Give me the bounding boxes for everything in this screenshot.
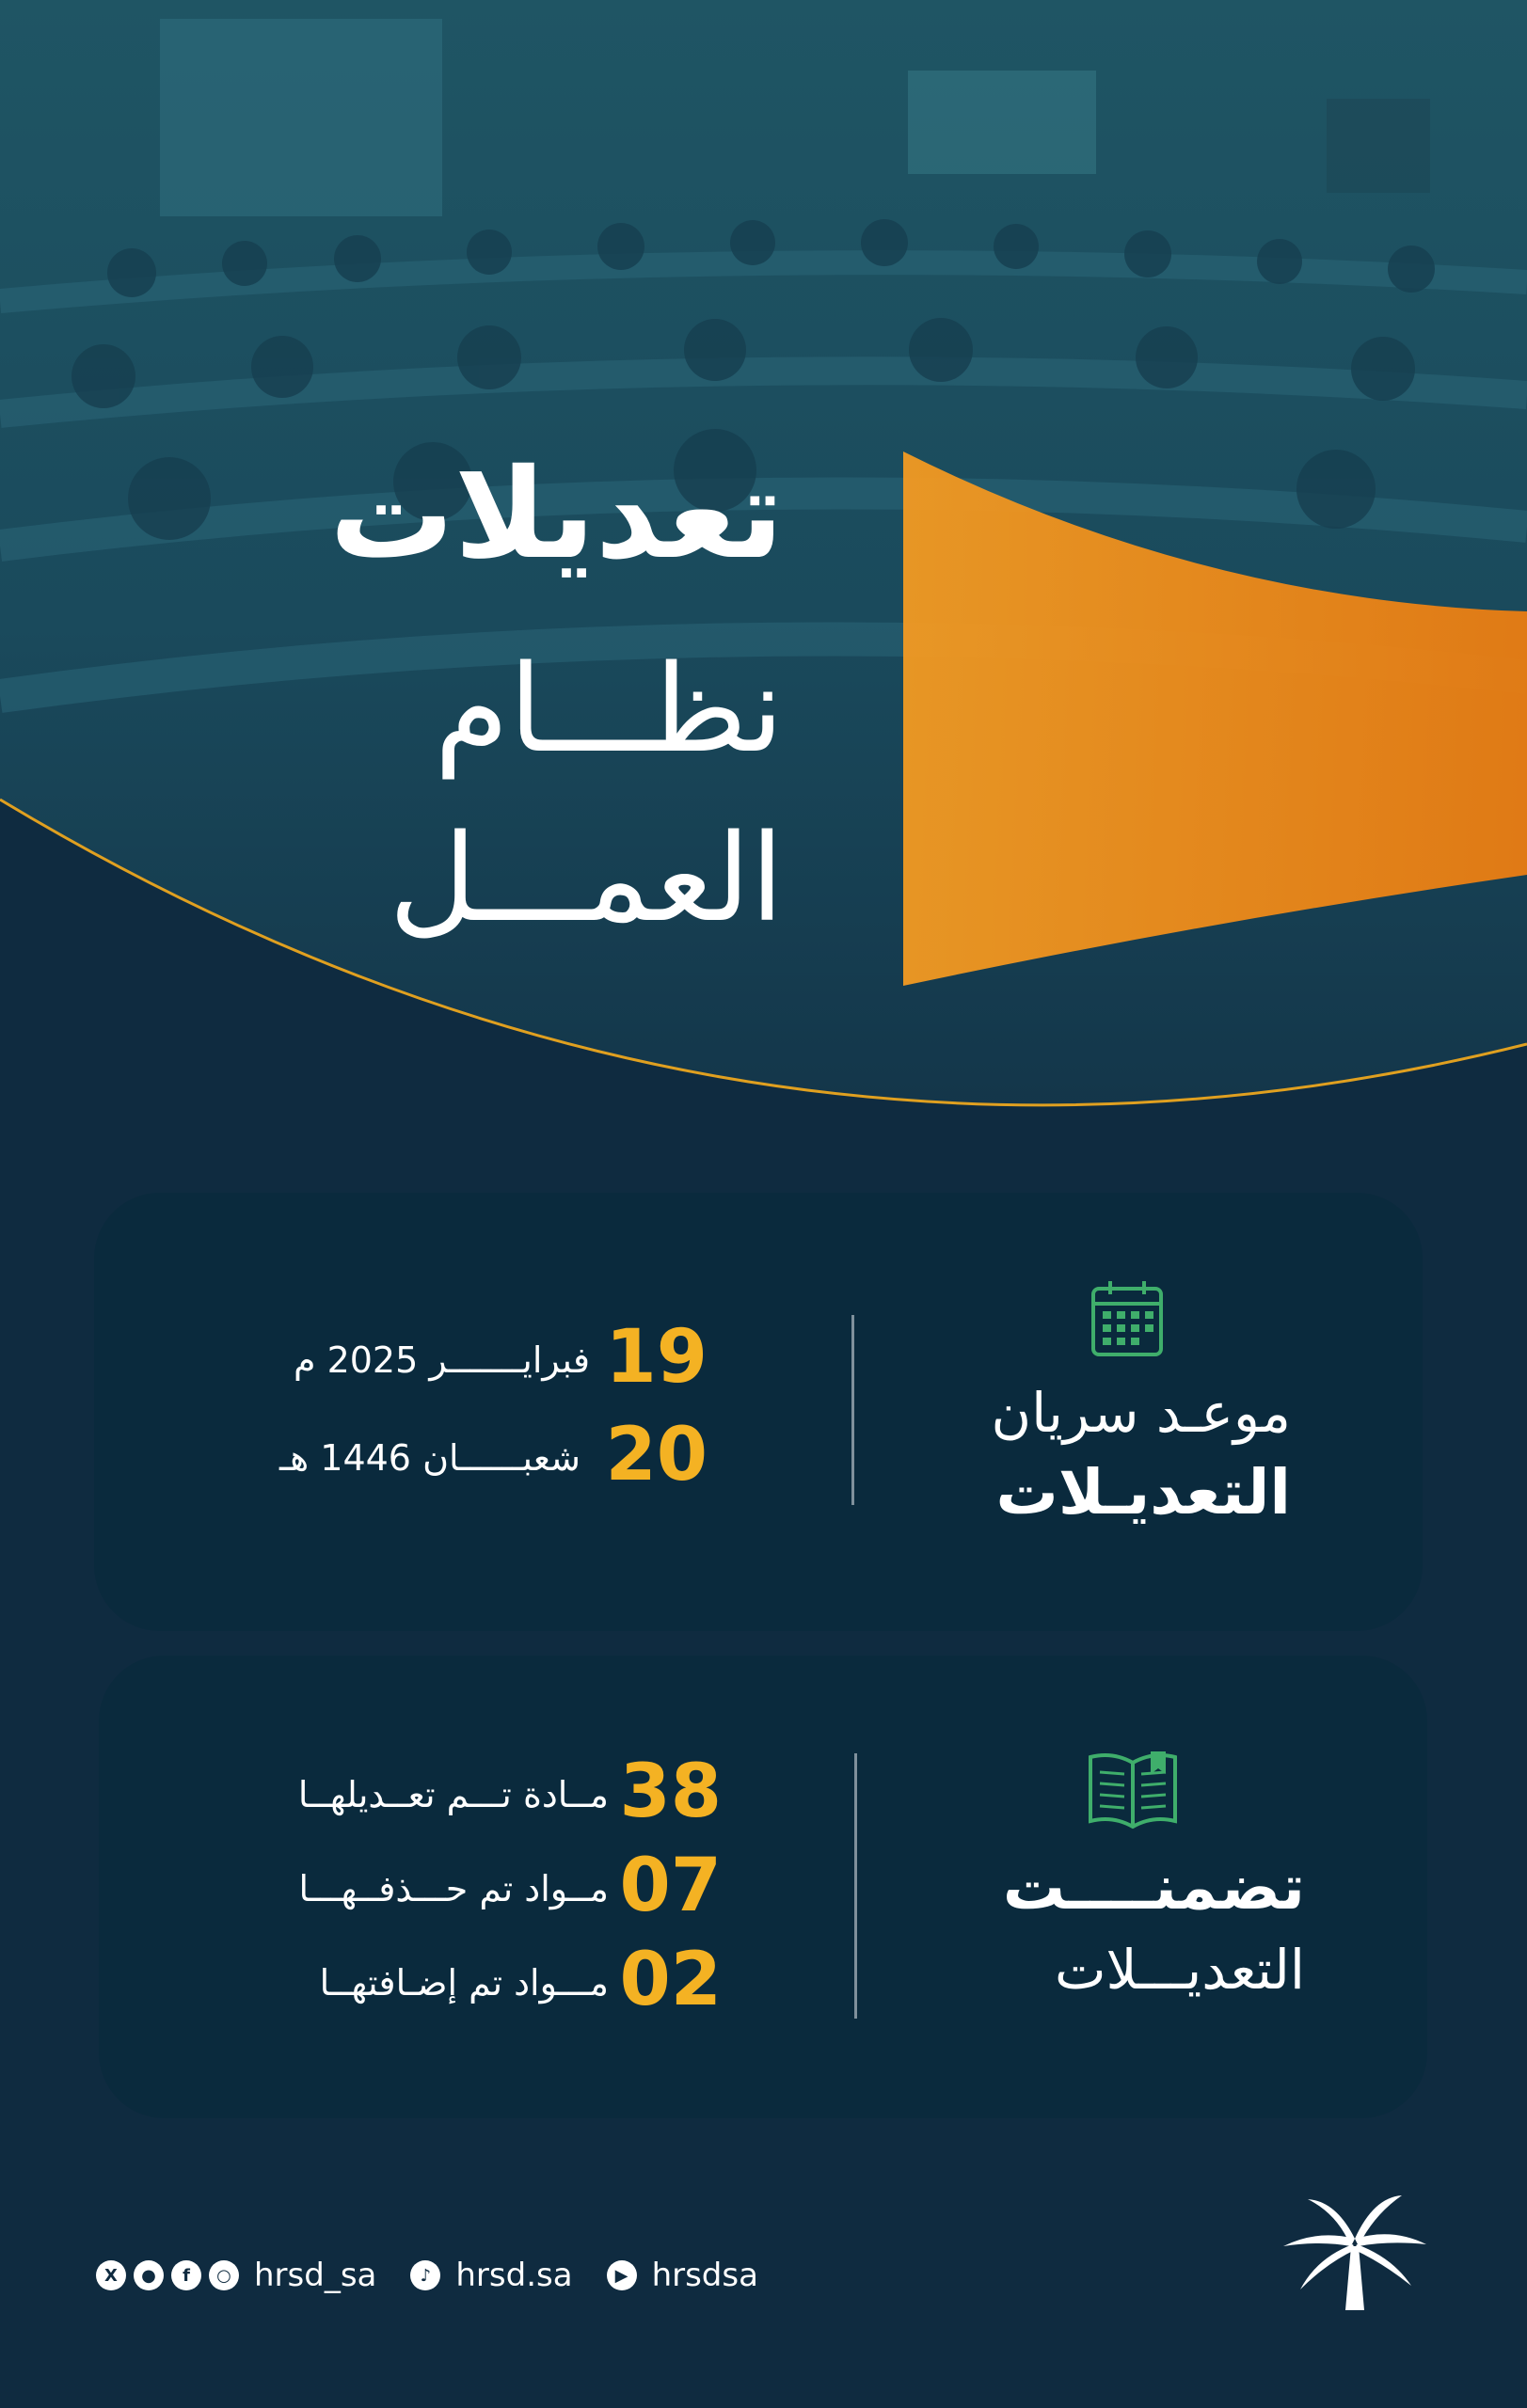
screen-center [908, 71, 1096, 174]
tiktok-icon[interactable]: ♪ [410, 2260, 440, 2290]
open-book-icon [1085, 1748, 1181, 1832]
x-icon[interactable]: X [96, 2260, 126, 2290]
gregorian-date-text: فبرايـــــــر 2025 م [293, 1339, 590, 1381]
modified-text: مــادة تـــم تعــديلهــا [297, 1774, 609, 1815]
modified-count: 38 [619, 1750, 722, 1834]
gregorian-day: 19 [605, 1315, 708, 1400]
handle-hrsd-sa[interactable]: hrsd_sa [254, 2257, 377, 2294]
deleted-count: 07 [619, 1844, 722, 1928]
contents-card [99, 1656, 1427, 2118]
contents-heading-bold: تضمنــــت [1002, 1851, 1305, 1924]
snapchat-icon[interactable]: ● [134, 2260, 164, 2290]
screen-right [1327, 99, 1430, 193]
card2-divider [854, 1753, 857, 2019]
hijri-date-text: شعبــــــان 1446 هـ [279, 1437, 581, 1479]
instagram-icon[interactable]: ○ [209, 2260, 239, 2290]
handle-hrsdsa[interactable]: hrsdsa [651, 2257, 758, 2294]
hijri-day: 20 [605, 1413, 708, 1497]
handle-hrsd-dot-sa[interactable]: hrsd.sa [455, 2257, 573, 2294]
youtube-icon[interactable]: ▶ [607, 2260, 637, 2290]
facebook-icon[interactable]: f [171, 2260, 201, 2290]
deleted-text: مــواد تم حـــذفــهـــا [298, 1868, 609, 1909]
added-text: مـــواد تم إضـافتهــا [319, 1962, 609, 2004]
title-line-1: تعديلات [329, 442, 784, 587]
added-count: 02 [619, 1938, 722, 2022]
calendar-icon [1090, 1279, 1165, 1358]
title-line-3: العمـــل [389, 809, 784, 949]
effective-date-card [94, 1193, 1423, 1631]
effective-heading-light: موعـد سريان [991, 1381, 1291, 1445]
title-line-2: نظـــام [434, 640, 784, 780]
effective-heading-bold: التعديـلات [995, 1456, 1291, 1529]
palm-logo [1280, 2192, 1430, 2314]
contents-heading-light: التعديـــلات [1054, 1938, 1305, 2002]
card1-divider [851, 1315, 854, 1505]
social-group-1 [96, 2253, 792, 2298]
screen-left [160, 19, 442, 216]
